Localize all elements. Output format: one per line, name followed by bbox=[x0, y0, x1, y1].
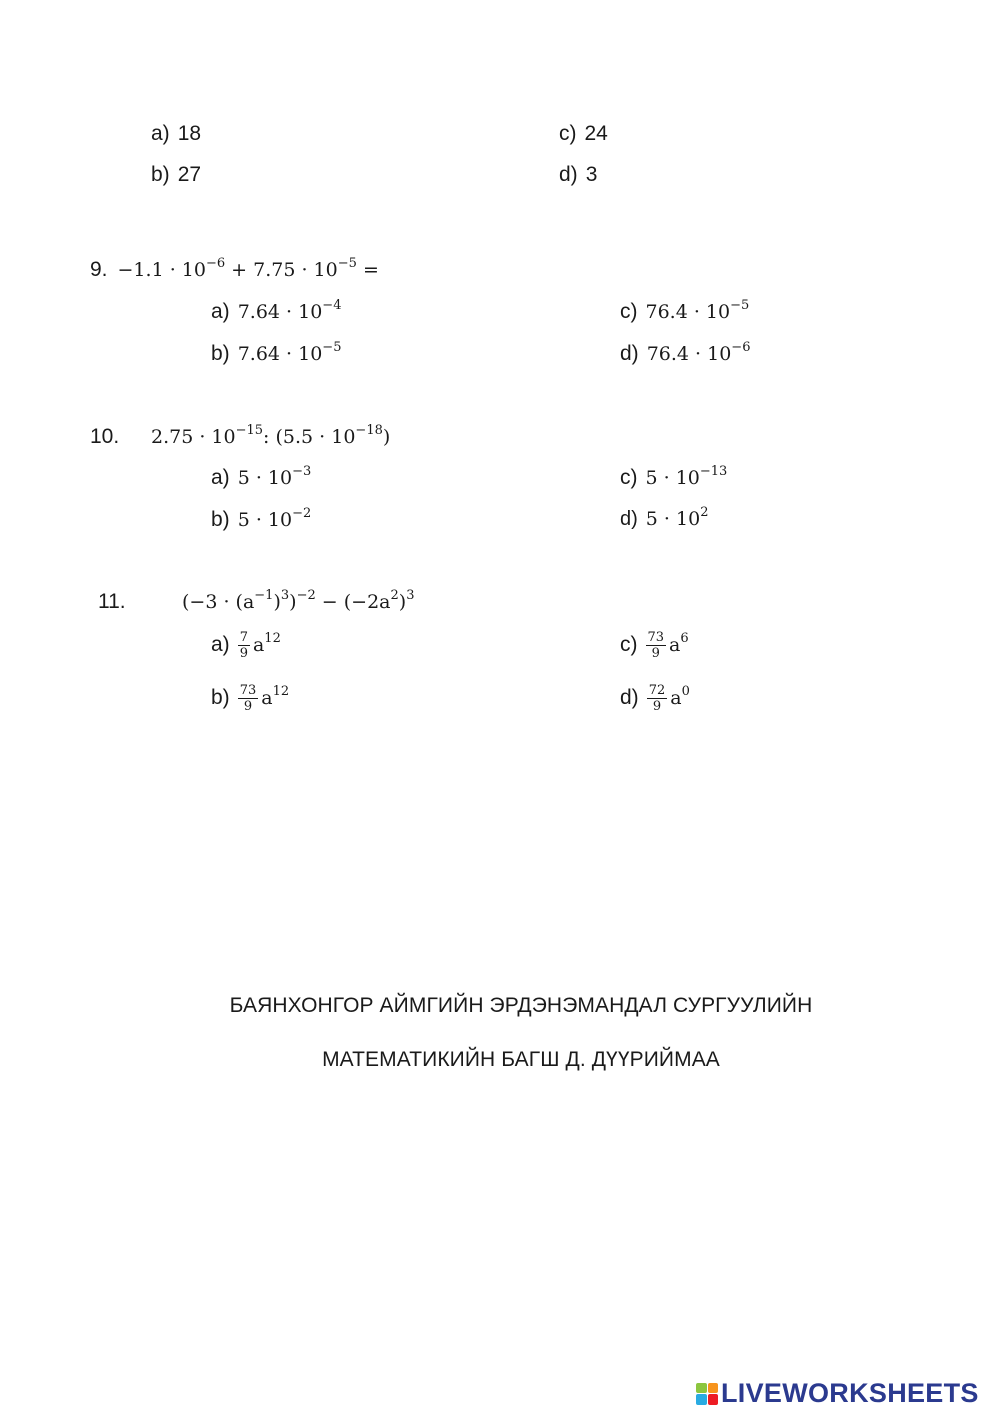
footer-teacher-line: МАТЕМАТИКИЙН БАГШ Д. ДҮҮРИЙМАА bbox=[322, 1048, 720, 1071]
q11-question bbox=[98, 590, 414, 614]
option-label: d) bbox=[620, 685, 639, 709]
fraction: $\frac{73}{9}$ bbox=[239, 683, 257, 714]
q9-question bbox=[90, 258, 379, 282]
option-value: $5 \cdot 10^2$ bbox=[645, 505, 709, 530]
option-label: b) bbox=[211, 342, 230, 365]
option-label: c) bbox=[620, 466, 638, 489]
question-expression: $(-3 \cdot (a^{-1})^3)^{-2} - (-2a^2)^3$ bbox=[182, 588, 415, 613]
q9-option-a bbox=[211, 300, 341, 324]
q9-option-b bbox=[211, 342, 341, 366]
q11-option-c bbox=[620, 630, 689, 661]
option-label: c) bbox=[620, 300, 638, 323]
option-value: $5 \cdot 10^{-13}$ bbox=[645, 464, 728, 489]
q8-option-a bbox=[151, 122, 201, 146]
option-value: $5 \cdot 10^{-3}$ bbox=[237, 464, 312, 489]
option-label: a) bbox=[151, 122, 170, 145]
question-number: 11. bbox=[98, 590, 126, 613]
q8-option-b bbox=[151, 163, 201, 187]
q11-option-b bbox=[211, 683, 289, 714]
q11-option-d bbox=[620, 683, 690, 714]
option-value: 24 bbox=[584, 122, 608, 145]
option-label: b) bbox=[211, 685, 230, 709]
question-number: 10. bbox=[90, 425, 120, 448]
option-value: $\frac{72}{9}$ $a^0$ bbox=[648, 683, 690, 714]
option-value: $\frac{73}{9}$ $a^6$ bbox=[647, 630, 689, 661]
option-label: a) bbox=[211, 300, 230, 323]
option-label: a) bbox=[211, 632, 230, 656]
q10-option-b bbox=[211, 508, 311, 532]
option-label: b) bbox=[211, 508, 230, 531]
option-value: $76.4 \cdot 10^{-5}$ bbox=[645, 298, 750, 323]
option-value: $7.64 \cdot 10^{-4}$ bbox=[237, 298, 342, 323]
q10-option-a bbox=[211, 466, 311, 490]
option-value: $7.64 \cdot 10^{-5}$ bbox=[237, 340, 342, 365]
q9-option-c bbox=[620, 300, 749, 324]
q9-option-d bbox=[620, 342, 750, 366]
liveworksheets-logo bbox=[696, 1378, 979, 1409]
option-value: $\frac{7}{9}$ $a^{12}$ bbox=[239, 630, 281, 661]
option-label: d) bbox=[620, 342, 639, 365]
option-label: c) bbox=[559, 122, 577, 145]
q8-option-d bbox=[559, 163, 597, 187]
fraction: $\frac{72}{9}$ bbox=[648, 683, 666, 714]
option-value: 27 bbox=[177, 163, 202, 186]
question-expression: $2.75 \cdot 10^{-15}$: $(5.5 \cdot 10^{-18})$ bbox=[151, 423, 391, 448]
footer-school-line: БАЯНХОНГОР АЙМГИЙН ЭРДЭНЭМАНДАЛ СУРГУУЛИЙН bbox=[229, 994, 813, 1017]
liveworksheets-logo-icon bbox=[696, 1383, 718, 1405]
option-label: b) bbox=[151, 163, 170, 186]
option-value: $5 \cdot 10^{-2}$ bbox=[237, 506, 312, 531]
option-value: $76.4 \cdot 10^{-6}$ bbox=[646, 340, 751, 365]
liveworksheets-logo-text: LIVEWORKSHEETS bbox=[721, 1378, 979, 1408]
option-value: $\frac{73}{9}$ $a^{12}$ bbox=[239, 683, 290, 714]
q10-option-c bbox=[620, 466, 727, 490]
question-number: 9. bbox=[90, 258, 108, 281]
q10-question bbox=[90, 425, 390, 449]
fraction: $\frac{73}{9}$ bbox=[647, 630, 665, 661]
fraction: $\frac{7}{9}$ bbox=[239, 630, 248, 661]
option-label: d) bbox=[559, 163, 578, 186]
q8-option-c bbox=[559, 122, 608, 146]
question-expression: $-1.1 \cdot 10^{-6} + 7.75 \cdot 10^{-5}$ = bbox=[117, 256, 379, 281]
option-value: 18 bbox=[177, 122, 202, 145]
option-label: d) bbox=[620, 508, 638, 530]
q11-option-a bbox=[211, 630, 281, 661]
option-value: 3 bbox=[585, 163, 598, 186]
option-label: c) bbox=[620, 632, 638, 656]
option-label: a) bbox=[211, 466, 230, 489]
q10-option-d bbox=[620, 505, 709, 531]
